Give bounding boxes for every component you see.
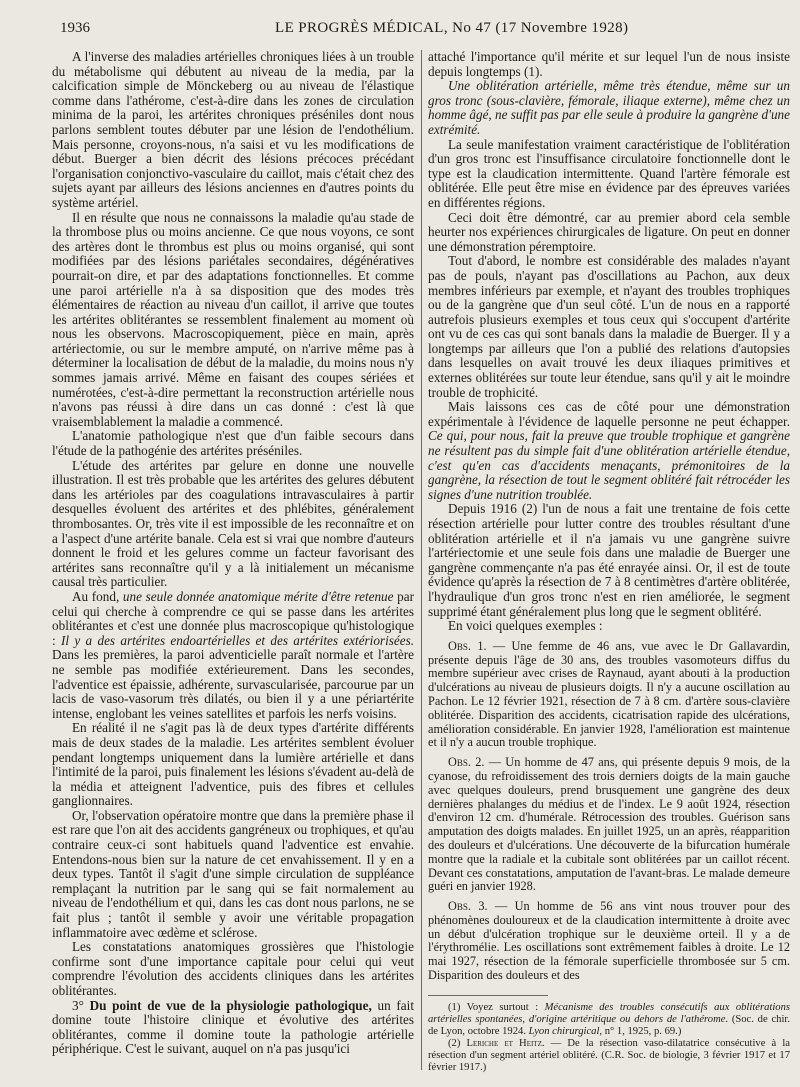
page-number: 1936 xyxy=(60,20,90,36)
text-run: . (Soc. de chir. de Lyon, octobre 1924. xyxy=(428,1013,790,1037)
paragraph: Les constatations anatomiques grossières que l'histologie confirme sont d'une importance capitale pour celui qui veut comprendre l'évolution des accidents cliniques dans les artérites oblitérantes. xyxy=(52,939,414,998)
footnote-2 xyxy=(428,1038,790,1074)
text-run: . — De la résection vaso-dilatatrice consécutive à la résection d'un segment artériel oblitéré. (C.R. Soc. de biologie, 3 février 1917 et 17 février 1917.) xyxy=(428,1037,791,1073)
column-divider xyxy=(421,50,422,1070)
paragraph xyxy=(52,999,414,1057)
observation-1 xyxy=(428,640,790,750)
footnote-1 xyxy=(428,1002,790,1038)
italic-paragraph: Une oblitération artérielle, même très étendue, même sur un gros tronc (sous-clavière, fémorale, iliaque externe), même chez un homme âgé, ne suffit pas par elle seule à produire la gangrène d'une extrémité. xyxy=(428,78,790,137)
observation-label: Obs. 1. xyxy=(448,638,487,653)
paragraph: A l'inverse des maladies artérielles chroniques liées à un trouble du métabolisme qui débutent au niveau de la media, par la calcification simple de Mönckeberg ou au niveau de l'élastique comme dans l'athérome, c'est-à-dire dans les zones de circulation minima de la paroi, les artérites chroniques préséniles dont nous parlons semblent toutes débuter par une lésion de l'endothélium. Mais personne, croyons-nous, n'a saisi et vu les modifications de début. Buerger a bien décrit des lésions précoces précédant l'organisation conjonctivo-vasculaire du caillot, mais c'était chez des sujets ayant par ailleurs des lésions anciennes en d'autres points du système artériel. xyxy=(52,49,414,210)
section-number: 3° xyxy=(72,997,90,1013)
paragraph: En voici quelques exemples : xyxy=(448,618,603,634)
author-names: Leriche et Heitz xyxy=(466,1037,542,1049)
text-run: — Une femme de 46 ans, vue avec le Dr xyxy=(486,638,729,653)
paragraph: Depuis 1916 (2) l'un de nous a fait une trentaine de fois cette résection artérielle pour lutter contre des troubles résultant d'une oblitération artérielle et il n'a jamais vu une gangrène suivre l'artériectomie et une seule fois dans une maladie de Buerger une gangrène commençante n'a pas été enrayée ainsi. Or, il est de toute évidence qu'après la résection de 7 à 8 centimètres d'artère oblitérée, l'hydraulique d'un gros tronc n'est en rien améliorée, le segment supprimé étant généralement plus long que le segment oblitéré. xyxy=(428,501,790,619)
text-run: — Un homme de 47 ans, qui présente depuis 9 mois, de la cyanose, du refroidissement des trois derniers doigts de la main gauche avec quelques douleurs, prend brusquement une gangrène des deux dernières phalanges du médius et de l'index. Le 9 août 1924, résection d'environ 12 cm. d'humérale. Rétrocession des troubles. Guérison sans amputation des doigts malades. En juillet 1925, un an après, réapparition des douleurs et d'ulcérations. Une découverte de la bifurcation humérale montre que la radiale et la cubitale sont oblitérées par un caillot récent. Devant ces constatations, amputation de l'avant-bras. Le malade demeure guéri en janvier 1928. xyxy=(428,755,791,894)
text-run: Au fond, xyxy=(72,588,123,604)
paragraph xyxy=(428,400,790,502)
italic-run: Mécanisme des troubles consécutifs aux oblitérations artérielles spontanées, d'origine artéritique ou dehors de l'athérome xyxy=(428,1001,790,1025)
section-heading: Du point de vue de la physiologie pathologique, xyxy=(89,997,372,1013)
paragraph: attaché l'importance qu'il mérite et sur lequel l'un de nous insiste depuis longtemps (1). xyxy=(428,49,790,79)
paragraph: L'anatomie pathologique n'est que d'un faible secours dans l'étude de la pathogénie des artérites préséniles. xyxy=(52,428,414,459)
italic-run: Il y a des artérites endoartérielles et des artérites extériorisées. xyxy=(61,632,414,648)
paragraph: Il en résulte que nous ne connaissons la maladie qu'au stade de la thrombose plus ou moins ancienne. Ce que nous voyons, ce sont des artères dont le thrombus est plus ou moins organisé, qui sont modifiées par des lésions pariétales secondaires, dégénératives pourrait-on dire, et par des adaptations fonctionnelles. Et comme une paroi artérielle n'a à sa disposition que des modes très élémentaires de réaction au niveau d'un caillot, il arrive que toutes les artérites oblitérantes se ressemblent finalement au moment où nous les observons. Macroscopiquement, pièce en main, après artériectomie, ou sur le membre amputé, on n'arrive même pas à déterminer la localisation de début de la maladie, du moins nous n'y sommes jamais arrivé. Même en faisant des coupes sériées et numérotées, c'est-à-dire permettant la reconstruction artérielle nous n'avons pas réussi à dire dans un cas donné : c'est là que vraisemblablement la maladie a commencé. xyxy=(52,209,414,429)
footnote-rule xyxy=(428,995,548,996)
journal-title: LE PROGRÈS MÉDICAL, No 47 (17 Novembre 1928) xyxy=(275,20,629,36)
text-run: — Un homme de 56 ans vint nous trouver pour des phénomènes douloureux et de la claudication intermittente à droite avec un début d'ulcération trophique sur le deuxième orteil. Il y a de l'érythromélie. Les oscillations sont extrêmement faibles à droite. Le 12 mai 1927, résection de la fémorale superficielle thrombosée sur 5 cm. Disparition des douleurs et des xyxy=(428,899,790,983)
observation-3 xyxy=(428,900,790,983)
text-run: , n° 1, 1925, p. 69.) xyxy=(599,1025,682,1037)
observation-label: Obs. 3. xyxy=(448,899,488,914)
paragraph: Or, l'observation opératoire montre que dans la première phase il est rare que l'on ait des accidents gangréneux ou trophiques, et qu'au contraire ceux-ci sont habituels quand l'adventice est envahie. Entendons-nous bien sur la nature de cet envahissement. Il y en a deux types. Tantôt il s'agit d'une simple circulation de suppléance remplaçant la nutrition par le sang qui se fait normalement au niveau de l'endothélium et qui, dans les cas dont nous parlons, ne se fait plus ; tantôt il semble y avoir une véritable propagation inflammatoire avec œdème et sclérose. xyxy=(52,807,414,940)
observation-label: Obs. 2. xyxy=(448,755,485,770)
author-name: Gallavardin xyxy=(728,638,787,653)
italic-run: Lyon chirurgical xyxy=(528,1025,600,1037)
paragraph: Ceci doit être démontré, car au premier abord cela semble heurter nos expériences chirurgicales de ligature. On peut en donner une démonstration péremptoire. xyxy=(428,209,790,254)
paragraph: Tout d'abord, le nombre est considérable des malades n'ayant pas de pouls, n'ayant pas d'oscillations au Pachon, aux deux membres inférieurs par exemple, et n'ayant des troubles trophiques ou de la gangrène que d'un seul côté. L'un de nous en a rapporté autrefois plusieurs exemples et tous ceux qui s'occupent d'artérite ont vu de ces cas qui sont banals dans la maladie de Buerger. Il y a longtemps par ailleurs que l'on a publié des relations d'autopsies dans lesquelles on avait trouvé les deux iliaques primitives et externes oblitérées sur toute leur étendue, sans qu'il y ait le moindre trouble de trophicité. xyxy=(428,253,790,400)
text-run: Dans les premières, la paroi adventicielle paraît normale et l'artère ne semble pas modifiée extérieurement. Dans les secondes, l'adventice est épaissie, adhérente, survascularisée, parcourue par un lacis de vaso-vasorum très dilatés, ou bien il y a une périartérite intense, englobant les veines satellites et parfois les nerfs voisins. xyxy=(52,647,414,721)
paragraph xyxy=(52,590,414,721)
italic-run: une seule donnée anatomique mérite d'être retenue xyxy=(122,588,394,604)
text-run: , présente depuis l'âge de 30 ans, des troubles vasomoteurs diffus du membre supérieur avec crises de Raynaud, ayant abouti à la production d'ulcérations au niveau de plusieurs doigts. Il n'y a aucune oscillation au Pachon. Le 12 février 1921, résection de 7 à 8 cm. d'artère sous-clavière oblitérée. Disparition des accidents, cicatrisation rapide des ulcérations, amélioration considérable. En janvier 1928, l'amélioration est maintenue et il n'y a aucun trouble trophique. xyxy=(428,638,790,750)
paragraph: L'étude des artérites par gelure en donne une nouvelle illustration. Il est très probable que les artérites des gelures débutent dans les artérioles par des coagulations intravasculaires à partir desquelles évoluent des artérites et des phlébites, généralement thrombosantes. Or, très vite il est impossible de les reconnaître et on a l'aspect d'une artérite banale. Cela est si vrai que nombre d'auteurs donnent le froid et les gelures comme un facteur favorisant des artérites sans reconnaître qu'il y a là initialement un mécanisme causal très particulier. xyxy=(52,457,414,590)
italic-run: Ce qui, pour nous, fait la preuve que trouble trophique et gangrène ne résultent pas du simple fait d'une oblitération artérielle étendue, c'est qu'en cas d'accidents menaçants, prémonitoires de la gangrène, la résection de tout le segment oblitéré fait rétrocéder les signes d'une nutrition troublée. xyxy=(428,428,790,502)
text-run: (1) Voyez surtout : xyxy=(448,1001,545,1013)
running-header xyxy=(0,16,800,40)
text-run: un fait domine toute l'histoire clinique et évolutive des artérites oblitérantes, comme il domine toute la pathologie artérielle périphérique. C'est le suivant, auquel on n'a pas jusqu'ici xyxy=(52,997,414,1057)
right-column xyxy=(428,50,790,1074)
text-run: Mais laissons ces cas de côté pour une démonstration expérimentale à l'évidence de laquelle personne ne peut échapper. xyxy=(428,399,790,429)
observation-2 xyxy=(428,756,790,894)
text-run: (2) xyxy=(448,1037,467,1049)
paragraph: En réalité il ne s'agit pas là de deux types d'artérite différents mais de deux stades de la maladie. Les artérites semblent évoluer pendant longtemps uniquement dans la lumière artérielle et dans l'intimité de la paroi, puis finalement les lésions s'évadent au-delà de la média et atteignent l'adventice, puis des fibres et cellules ganglionnaires. xyxy=(52,720,414,809)
paragraph: La seule manifestation vraiment caractéristique de l'oblitération d'un gros tronc est l'insuffisance circulatoire fonctionnelle dont le type est la claudication intermittente. Quand l'artère fémorale est oblitérée. Elle peut être mise en évidence par des épreuves variées en différentes régions. xyxy=(428,136,790,210)
left-column xyxy=(52,50,414,1057)
text-run: par celui qui cherche à comprendre ce qui se passe dans les artérites oblitérantes et c'est une donnée plus macroscopique qu'histologique : xyxy=(52,588,414,648)
